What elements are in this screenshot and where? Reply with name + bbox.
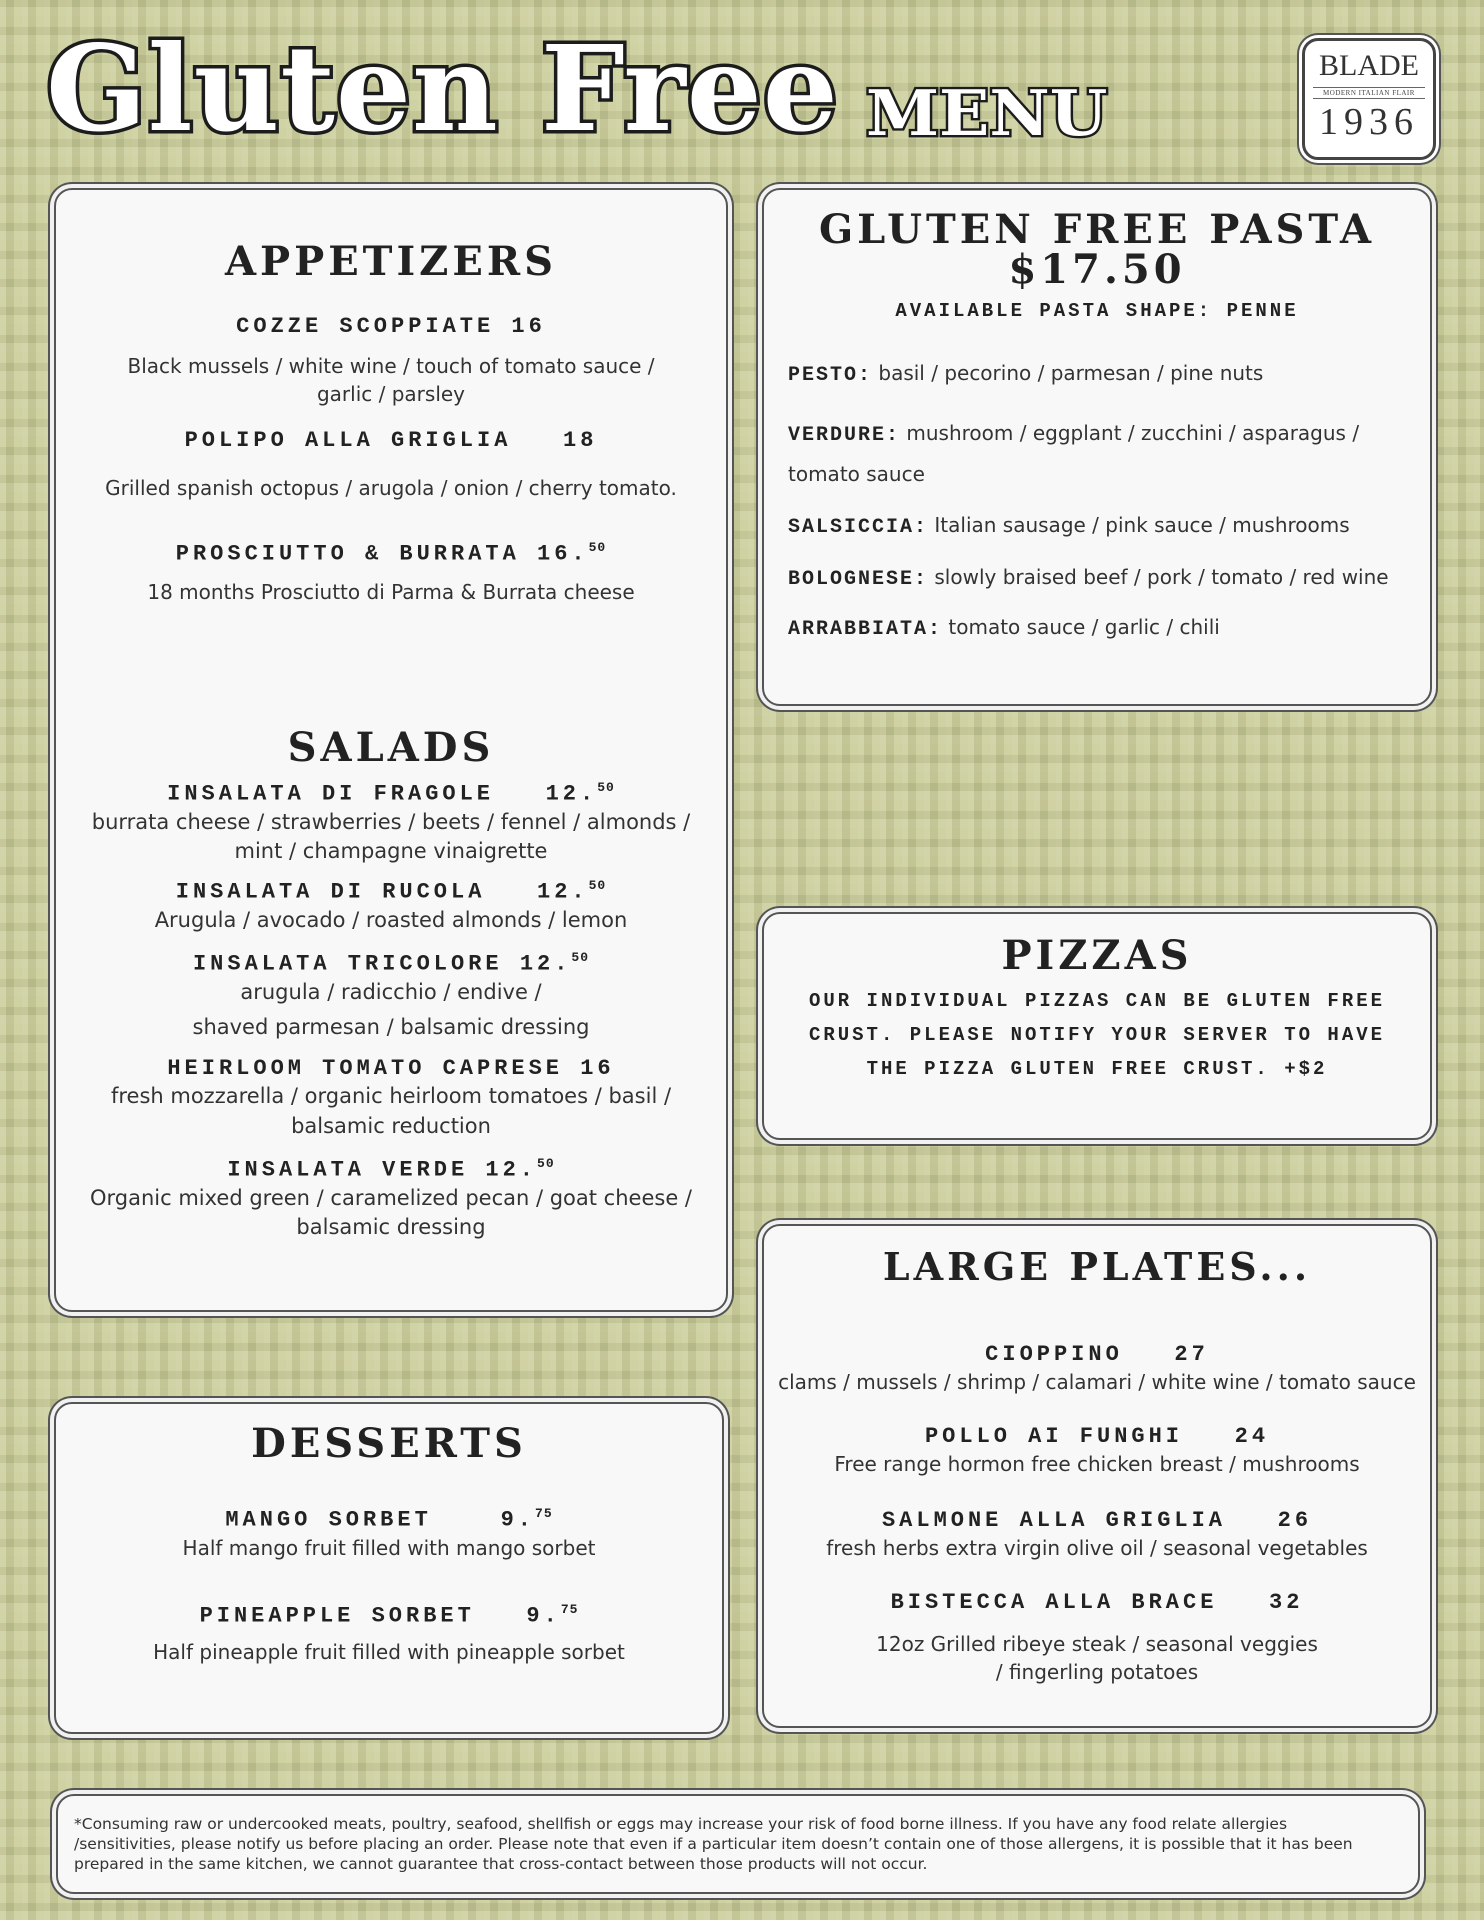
- item-name: COZZE SCOPPIATE: [236, 314, 495, 339]
- allergy-disclaimer: *Consuming raw or undercooked meats, poultry, seafood, shellfish or eggs may increase your risk of food borne illness. If you have any food relate allergies /sensitivities, please notify us before placing an order. Please note that even if a particular item doesn’t contain one of those allergens, it is possible that it has been prepared in the same kitchen, we cannot guarantee that cross-contact between those products will not occur.: [74, 1815, 1353, 1874]
- pasta-option: [788, 354, 1410, 395]
- item-price: 24: [1234, 1424, 1270, 1449]
- menu-item: [56, 780, 726, 867]
- pasta-option: [788, 608, 1410, 649]
- pasta-option: [788, 506, 1410, 547]
- item-price: 32: [1269, 1590, 1304, 1615]
- item-price-cents: 75: [535, 1506, 553, 1521]
- item-name: MANGO SORBET: [225, 1507, 432, 1533]
- item-name: BISTECCA ALLA BRACE: [890, 1590, 1218, 1615]
- item-price-cents: 50: [588, 540, 607, 555]
- menu-item: [764, 1424, 1430, 1478]
- item-price: 12.: [485, 1157, 538, 1183]
- item-name: INSALATA VERDE: [227, 1157, 469, 1183]
- large-plates-title: LARGE PLATES...: [882, 1244, 1312, 1289]
- pizzas-panel: [762, 912, 1432, 1140]
- item-description: Arugula / avocado / roasted almonds / lemon: [154, 907, 628, 932]
- item-description: 12oz Grilled ribeye steak / seasonal veggies / fingerling potatoes: [876, 1632, 1318, 1685]
- menu-item: [56, 1602, 722, 1666]
- appetizers-title: APPETIZERS: [225, 238, 557, 285]
- pasta-panel: [762, 188, 1432, 706]
- item-price: 18: [563, 428, 598, 453]
- item-description: clams / mussels / shrimp / calamari / white wine / tomato sauce: [778, 1370, 1416, 1395]
- large-plates-panel: [762, 1224, 1432, 1728]
- item-name: PROSCIUTTO & BURRATA: [175, 541, 520, 567]
- menu-item: [56, 1156, 726, 1243]
- item-description: Organic mixed green / caramelized pecan / goat cheese / balsamic dressing: [89, 1185, 692, 1240]
- item-name: POLIPO ALLA GRIGLIA: [184, 428, 512, 453]
- pasta-option-name: PESTO:: [788, 364, 873, 387]
- item-description: Free range hormon free chicken breast / mushrooms: [834, 1452, 1360, 1477]
- pizzas-title: PIZZAS: [1001, 932, 1193, 979]
- item-price: 9.: [526, 1603, 561, 1629]
- salads-title: SALADS: [287, 724, 495, 771]
- pasta-option-desc: slowly braised beef / pork / tomato / red wine: [934, 565, 1389, 589]
- menu-item: [764, 1342, 1430, 1396]
- desserts-title: DESSERTS: [251, 1420, 527, 1467]
- pasta-option-desc: tomato sauce / garlic / chili: [948, 615, 1220, 639]
- menu-item: [56, 878, 726, 935]
- menu-item: [56, 428, 726, 502]
- item-description-line-2: shaved parmesan / balsamic dressing: [192, 1015, 590, 1040]
- item-description: 18 months Prosciutto di Parma & Burrata cheese: [147, 579, 635, 604]
- item-price-cents: 50: [571, 950, 590, 965]
- pasta-option-desc: mushroom / eggplant / zucchini / asparagus / tomato sauce: [788, 421, 1360, 486]
- restaurant-logo: [1302, 38, 1436, 160]
- item-description: Half pineapple fruit filled with pineapple sorbet: [153, 1639, 625, 1664]
- logo-year: 1936: [1319, 101, 1419, 143]
- pasta-option-name: SALSICCIA:: [788, 516, 929, 539]
- menu-item: [56, 1056, 726, 1141]
- pasta-option-desc: basil / pecorino / parmesan / pine nuts: [878, 361, 1264, 385]
- item-description: Black mussels / white wine / touch of tomato sauce / garlic / parsley: [127, 354, 655, 407]
- pasta-shape-note: AVAILABLE PASTA SHAPE: PENNE: [895, 300, 1299, 322]
- item-name: CIOPPINO: [985, 1342, 1123, 1367]
- item-price: 12.: [537, 879, 589, 905]
- menu-item: [764, 1590, 1430, 1686]
- desserts-panel: [54, 1402, 724, 1734]
- item-price-cents: 75: [560, 1602, 579, 1617]
- pasta-price: $17.50: [1008, 246, 1186, 293]
- item-name: INSALATA TRICOLORE: [192, 951, 503, 977]
- pasta-option-name: VERDURE:: [788, 424, 901, 447]
- pasta-option-name: BOLOGNESE:: [788, 568, 929, 591]
- item-name: HEIRLOOM TOMATO CAPRESE: [167, 1056, 564, 1081]
- item-price: 12.: [519, 951, 572, 977]
- item-description: Half mango fruit filled with mango sorbet: [182, 1535, 596, 1560]
- item-description: Grilled spanish octopus / arugola / onion / cherry tomato.: [105, 476, 677, 501]
- item-price: 16.: [537, 541, 589, 567]
- pasta-option: [788, 414, 1410, 493]
- item-price: 27: [1174, 1342, 1209, 1367]
- item-name: SALMONE ALLA GRIGLIA: [881, 1508, 1227, 1533]
- logo-tagline: MODERN ITALIAN FLAIR: [1313, 87, 1425, 99]
- item-name: PINEAPPLE SORBET: [199, 1603, 475, 1629]
- item-description: arugula / radicchio / endive /: [240, 979, 542, 1004]
- pizzas-note: OUR INDIVIDUAL PIZZAS CAN BE GLUTEN FREE CRUST. PLEASE NOTIFY YOUR SERVER TO HAVE THE PIZZA GLUTEN FREE CRUST. +$2: [808, 990, 1386, 1081]
- menu-item: [56, 540, 726, 606]
- item-price-cents: 50: [597, 780, 615, 795]
- item-price: 26: [1277, 1508, 1313, 1533]
- item-price: 9.: [500, 1507, 536, 1533]
- menu-subtitle: MENU: [866, 75, 1108, 151]
- pasta-title: GLUTEN FREE PASTA: [819, 206, 1375, 253]
- item-price-cents: 50: [537, 1156, 555, 1171]
- menu-title: Gluten Free: [46, 19, 839, 158]
- item-name: INSALATA DI FRAGOLE: [167, 781, 494, 807]
- item-description: fresh mozzarella / organic heirloom tomatoes / basil / balsamic reduction: [110, 1084, 672, 1138]
- item-price: 16: [580, 1056, 615, 1081]
- item-description: burrata cheese / strawberries / beets / fennel / almonds / mint / champagne vinaigrette: [91, 809, 691, 864]
- pasta-option-name: ARRABBIATA:: [788, 618, 943, 641]
- menu-item: [56, 314, 726, 408]
- item-price: 12.: [545, 781, 598, 807]
- item-name: POLLO AI FUNGHI: [924, 1424, 1184, 1449]
- item-name: INSALATA DI RUCOLA: [175, 879, 486, 905]
- item-price-cents: 50: [588, 878, 607, 893]
- appetizers-salads-panel: [54, 188, 728, 1312]
- item-price: 16: [511, 314, 546, 339]
- pasta-option: [788, 558, 1410, 599]
- item-description: fresh herbs extra virgin olive oil / seasonal vegetables: [826, 1536, 1368, 1561]
- menu-item: [764, 1508, 1430, 1562]
- logo-name: BLADE: [1319, 49, 1419, 82]
- menu-item: [56, 950, 726, 1043]
- pasta-option-desc: Italian sausage / pink sauce / mushrooms: [934, 513, 1350, 537]
- menu-item: [56, 1506, 722, 1562]
- disclaimer-panel: [56, 1794, 1420, 1894]
